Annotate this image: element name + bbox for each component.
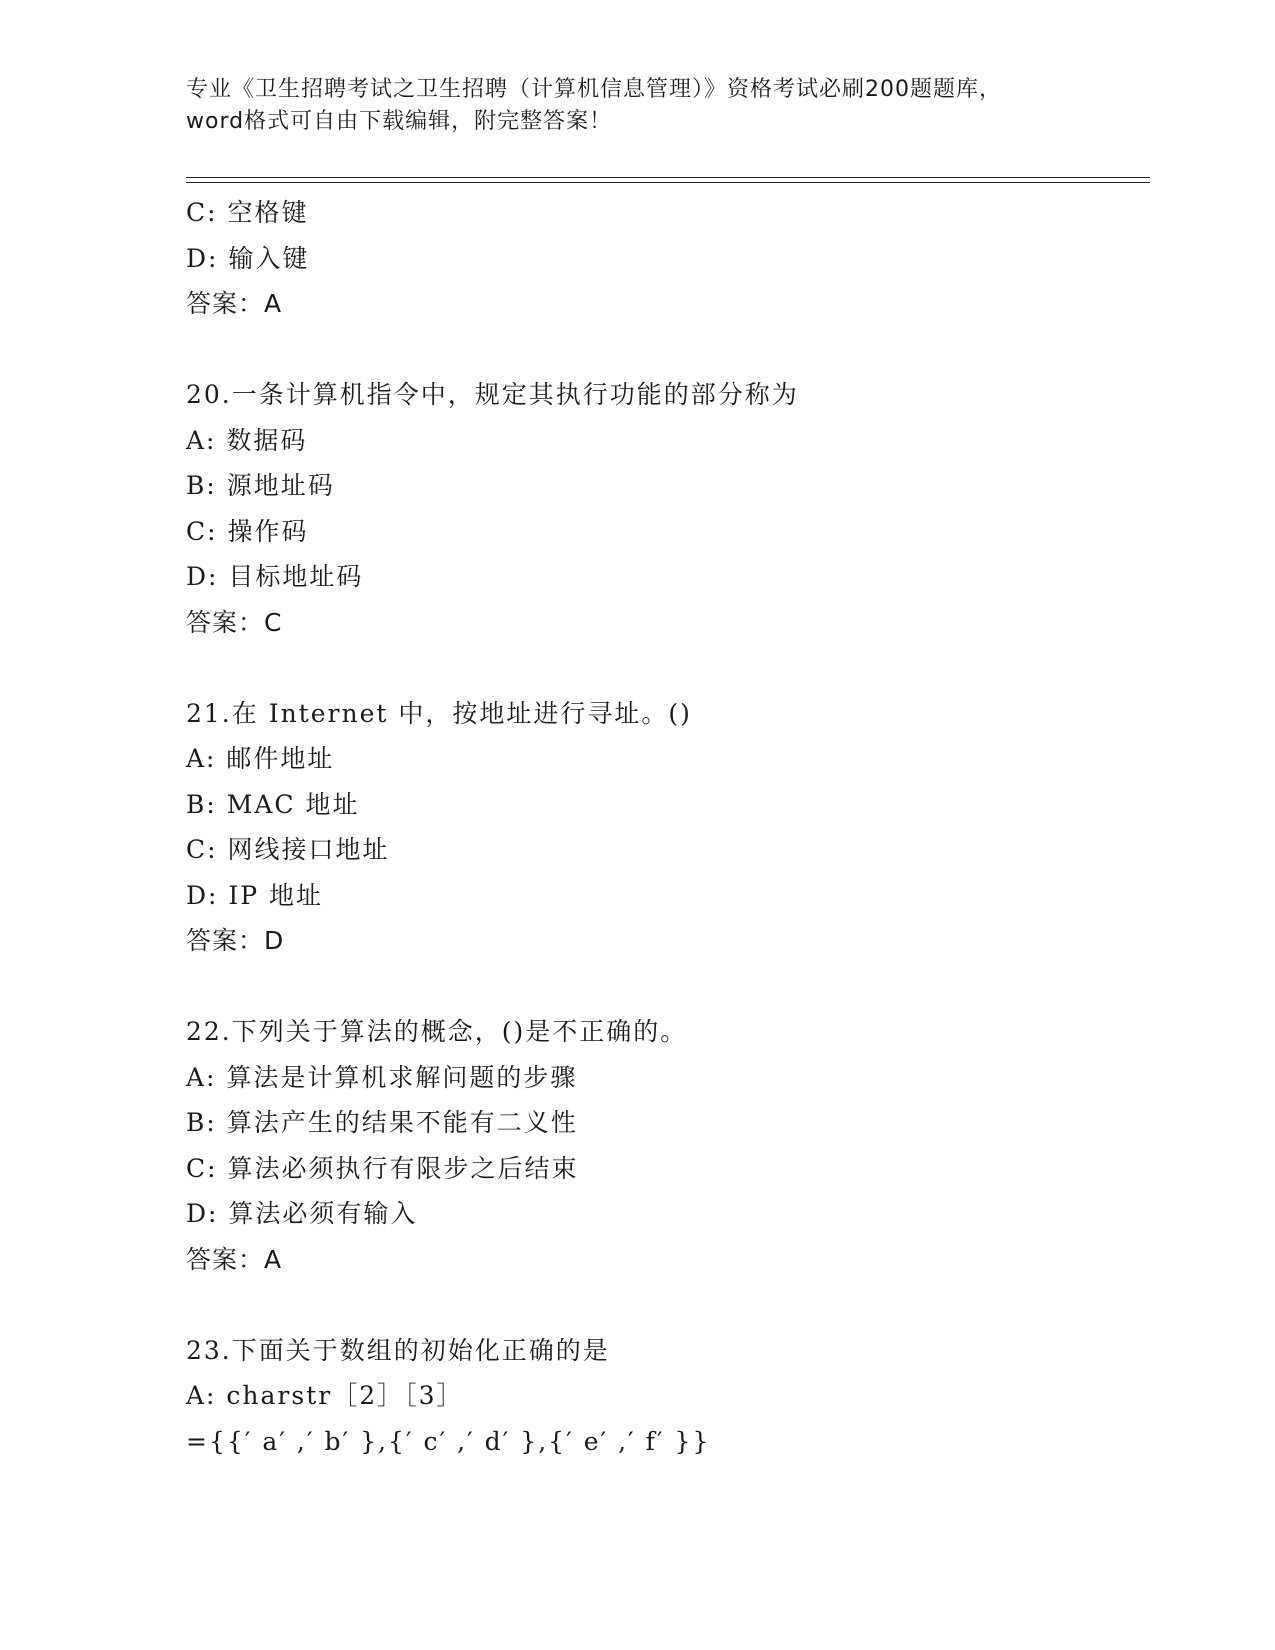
option-b: B: 源地址码	[186, 471, 335, 500]
option-a: A: 算法是计算机求解问题的步骤	[186, 1062, 578, 1092]
option-c: C: 操作码	[186, 516, 309, 546]
option-d: D: 目标地址码	[186, 562, 364, 591]
question-stem: 20.一条计算机指令中，规定其执行功能的部分称为	[186, 380, 799, 409]
option-c: C: 网线接口地址	[186, 835, 390, 864]
option-b: B: 算法产生的结果不能有二义性	[186, 1108, 578, 1137]
answer-line: 答案：D	[186, 926, 285, 955]
header-divider-bottom	[186, 182, 1150, 183]
question-22	[186, 1009, 1146, 1282]
answer-line: 答案：A	[186, 289, 283, 318]
question-19-tail	[186, 190, 1146, 327]
header-title-line-2: word格式可自由下载编辑，附完整答案！	[186, 109, 613, 134]
header-divider-top	[186, 177, 1150, 178]
question-stem: 21.在 Internet 中，按地址进行寻址。()	[186, 698, 692, 728]
option-c: C: 算法必须执行有限步之后结束	[186, 1153, 579, 1183]
question-23	[186, 1328, 1146, 1465]
option-d: D: 输入键	[186, 243, 310, 273]
answer-line: 答案：C	[186, 607, 283, 637]
option-d: D: IP 地址	[186, 880, 324, 910]
question-20	[186, 372, 1146, 645]
option-a: A: 数据码	[186, 425, 308, 455]
question-stem: 22.下列关于算法的概念，()是不正确的。	[186, 1017, 688, 1046]
option-a-continuation: ={{′ a′ ,′ b′ },{′ c′ ,′ d′ },{′ e′ ,′ f′ }}	[186, 1426, 711, 1456]
option-b: B: MAC 地址	[186, 789, 360, 819]
option-d: D: 算法必须有输入	[186, 1199, 418, 1228]
question-stem: 23.下面关于数组的初始化正确的是	[186, 1335, 610, 1365]
option-c: C: 空格键	[186, 198, 309, 227]
option-a: A: charstr［2］［3］	[186, 1381, 464, 1410]
answer-line: 答案：A	[186, 1244, 283, 1274]
question-21	[186, 691, 1146, 964]
header-title-line-1: 专业《卫生招聘考试之卫生招聘（计算机信息管理）》资格考试必刷200题题库，	[186, 77, 1002, 102]
question-list	[186, 190, 1146, 1464]
document-header	[186, 74, 1086, 138]
option-a: A: 邮件地址	[186, 744, 335, 773]
